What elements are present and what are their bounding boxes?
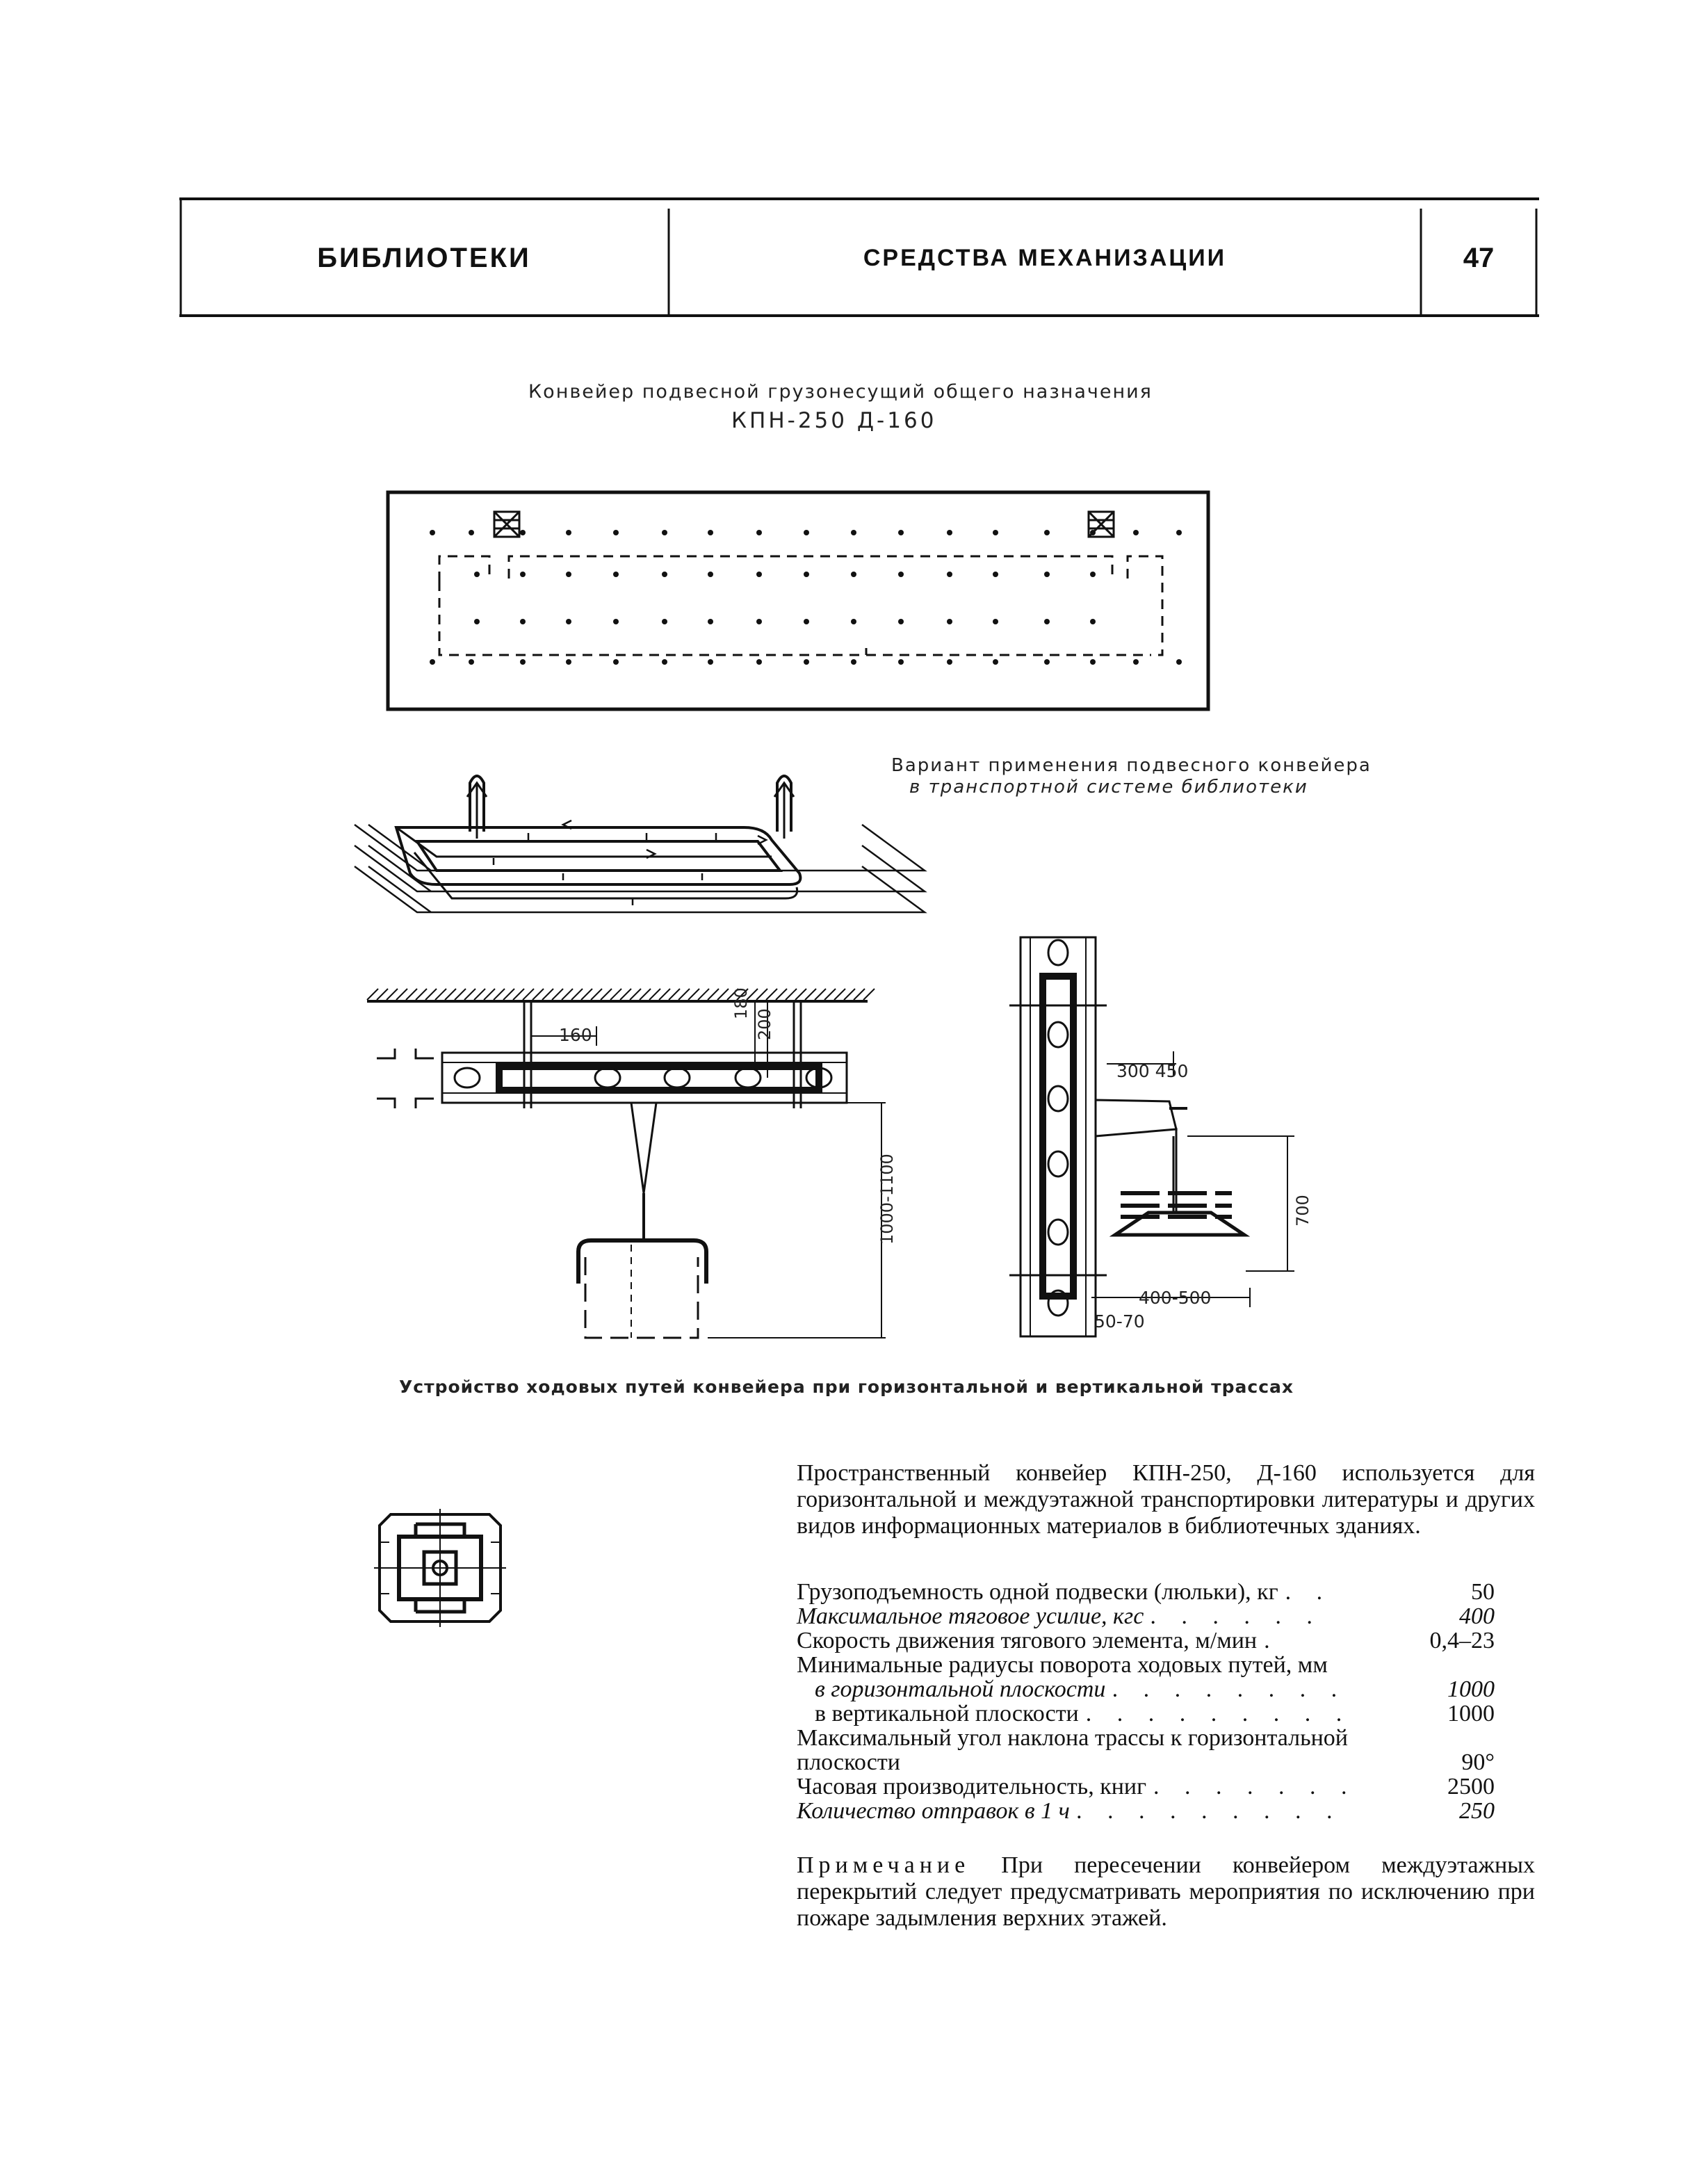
column-dot (1133, 530, 1139, 535)
column-dot (851, 530, 856, 535)
page-header (179, 199, 1539, 317)
column-dot (1176, 659, 1182, 665)
ceiling-hatch (620, 989, 631, 1000)
ceiling-hatch (854, 989, 865, 1000)
ceiling-hatch (571, 989, 583, 1000)
column-dot (851, 659, 856, 665)
ceiling-hatch (464, 989, 475, 1000)
column-dot (947, 659, 952, 665)
column-dot (469, 530, 474, 535)
ceiling-hatch (435, 989, 446, 1000)
spec-row (797, 1653, 1499, 1677)
ceiling-hatch (484, 989, 495, 1000)
ceiling-hatch (455, 989, 466, 1000)
ceiling-hatch (581, 989, 592, 1000)
column-dot (993, 659, 998, 665)
spec-row (797, 1726, 1499, 1774)
column-dot (1090, 572, 1096, 577)
spec-value: 1000 (1447, 1701, 1495, 1726)
column-dot (613, 659, 619, 665)
ceiling-hatch (591, 989, 602, 1000)
spec-label: Минимальные радиусы поворота ходовых путей, мм (797, 1652, 1328, 1678)
ceiling-hatch (669, 989, 680, 1000)
ceiling-hatch (377, 989, 388, 1000)
ceiling-hatch (649, 989, 660, 1000)
column-dot (474, 619, 480, 624)
column-dot (520, 530, 526, 535)
column-dot (566, 530, 571, 535)
column-dot (708, 659, 713, 665)
header-subsection: СРЕДСТВА МЕХАНИЗАЦИИ (863, 244, 1227, 271)
column-dot (898, 619, 904, 624)
tracks-caption: Устройство ходовых путей конвейера при горизонтальной и вертикальной трассах (399, 1377, 1294, 1397)
ceiling-hatch (533, 989, 544, 1000)
column-dot (613, 619, 619, 624)
variant-caption-line1: Вариант применения подвесного конвейера (891, 755, 1372, 776)
column-dot (851, 572, 856, 577)
column-dot (566, 619, 571, 624)
column-dot (520, 572, 526, 577)
column-dot (898, 530, 904, 535)
spec-row: Грузоподъемность одной подвески (люльки), кг . . 50 (797, 1580, 1499, 1604)
column-dot (662, 530, 667, 535)
column-dot (1090, 619, 1096, 624)
ceiling-hatch (708, 989, 719, 1000)
ceiling-hatch (659, 989, 670, 1000)
ceiling-hatch (824, 989, 836, 1000)
spec-label: Количество отправок в 1 ч (797, 1798, 1070, 1824)
dim-300-450: 300 450 (1116, 1061, 1189, 1081)
spec-value: 0,4–23 (1429, 1628, 1495, 1653)
column-dot (662, 572, 667, 577)
ceiling-hatch (795, 989, 806, 1000)
column-dot (1044, 572, 1050, 577)
ceiling-hatch (640, 989, 651, 1000)
column-dot (520, 619, 526, 624)
title-line2: КПН-250 Д-160 (731, 408, 937, 433)
dim-160: 160 (559, 1025, 592, 1045)
ceiling-hatch (406, 989, 417, 1000)
column-dot (708, 530, 713, 535)
spec-label: Скорость движения тягового элемента, м/мин (797, 1628, 1258, 1653)
ceiling-hatch (367, 989, 378, 1000)
column-dot (708, 572, 713, 577)
column-dot (804, 572, 809, 577)
column-dot (662, 659, 667, 665)
ceiling-hatch (717, 989, 729, 1000)
column-dot (898, 659, 904, 665)
ceiling-hatch (387, 989, 398, 1000)
column-dot (1044, 530, 1050, 535)
spec-row: Скорость движения тягового элемента, м/мин . 0,4–23 (797, 1628, 1499, 1653)
column-dot (993, 530, 998, 535)
column-dot (851, 619, 856, 624)
ceiling-hatch (416, 989, 427, 1000)
column-dot (898, 572, 904, 577)
column-dot (1090, 659, 1096, 665)
ceiling-hatch (698, 989, 709, 1000)
spec-row: в вертикальной плоскости . . . . . . . . . 1000 (797, 1701, 1499, 1726)
specs-list (797, 1580, 1499, 1823)
column-dot (708, 619, 713, 624)
column-dot (566, 572, 571, 577)
column-dot (1133, 659, 1139, 665)
column-dot (993, 572, 998, 577)
vertical-track-drawing (1009, 935, 1315, 1338)
column-dot (566, 659, 571, 665)
ceiling-hatch (834, 989, 845, 1000)
ceiling-hatch (445, 989, 456, 1000)
spec-label: Часовая производительность, книг (797, 1774, 1147, 1799)
dim-50-70: 50-70 (1094, 1311, 1145, 1332)
column-dot (756, 530, 762, 535)
ceiling-hatch (678, 989, 690, 1000)
ceiling-hatch (815, 989, 826, 1000)
ceiling-hatch (610, 989, 621, 1000)
column-dot (1044, 659, 1050, 665)
ceiling-hatch (503, 989, 514, 1000)
spec-label: Грузоподъемность одной подвески (люльки), кг (797, 1579, 1278, 1605)
dim-400-500: 400-500 (1139, 1288, 1212, 1308)
column-dot (756, 659, 762, 665)
spec-value: 250 (1459, 1798, 1495, 1824)
column-dot (804, 619, 809, 624)
dim-180: 180 (731, 987, 751, 1019)
column-dot (520, 659, 526, 665)
ceiling-hatch (688, 989, 699, 1000)
ceiling-hatch (756, 989, 767, 1000)
column-dot (613, 530, 619, 535)
note (797, 1852, 1535, 1932)
column-dot (474, 572, 480, 577)
ceiling-hatch (786, 989, 797, 1000)
ceiling-hatch (630, 989, 641, 1000)
spec-row: Часовая производительность, книг . . . . . . . 2500 (797, 1774, 1499, 1799)
dim-700: 700 (1293, 1195, 1312, 1227)
ceiling-hatch (425, 989, 437, 1000)
spec-row: Количество отправок в 1 ч . . . . . . . . . 250 (797, 1799, 1499, 1823)
column-dot (804, 530, 809, 535)
column-dot (947, 572, 952, 577)
note-prefix: Примечание (797, 1852, 970, 1878)
rail-section-drawing (374, 1509, 506, 1627)
variant-caption-line2: в транспортной системе библиотеки (909, 777, 1308, 798)
column-dot (947, 619, 952, 624)
column-dot (756, 572, 762, 577)
spec-value: 50 (1471, 1579, 1495, 1605)
ceiling-hatch (523, 989, 534, 1000)
spec-value: 90° (1461, 1749, 1495, 1775)
ceiling-hatch (601, 989, 612, 1000)
ceiling-hatch (494, 989, 505, 1000)
ceiling-hatch (552, 989, 563, 1000)
ceiling-hatch (805, 989, 816, 1000)
spec-value: 1000 (1447, 1676, 1495, 1702)
column-dot (469, 659, 474, 665)
column-dot (662, 619, 667, 624)
ceiling-hatch (513, 989, 524, 1000)
ceiling-hatch (776, 989, 787, 1000)
header-section: БИБЛИОТЕКИ (317, 242, 531, 273)
horizontal-track-drawing (367, 987, 895, 1349)
dim-1000-1100: 1000-1100 (877, 1154, 897, 1245)
page-number: 47 (1463, 242, 1495, 273)
ceiling-hatch (844, 989, 855, 1000)
ceiling-hatch (863, 989, 875, 1000)
ceiling-hatch (474, 989, 485, 1000)
spec-row: в горизонтальной плоскости . . . . . . . . 1000 (797, 1677, 1499, 1701)
column-dot (1176, 530, 1182, 535)
note-text: При пересечении конвейером междуэтажных перекрытий следует предусматривать мероприятия по исключению при пожаре задымления верхних этажей. (797, 1852, 1535, 1931)
description: Пространственный конвейер КПН-250, Д-160 используется для горизонтальной и междуэтажной транспортировки литературы и других видов информационных материалов в библиотечных зданиях. (797, 1460, 1535, 1539)
spec-label: в горизонтальной плоскости (815, 1676, 1106, 1702)
column-dot (1044, 619, 1050, 624)
dim-200: 200 (755, 1008, 774, 1040)
column-dot (613, 572, 619, 577)
column-dot (993, 619, 998, 624)
title-line1: Конвейер подвесной грузонесущий общего назначения (528, 381, 1153, 403)
spec-row: Максимальное тяговое усилие, кгс . . . . . . 400 (797, 1604, 1499, 1628)
ceiling-hatch (766, 989, 777, 1000)
ceiling-hatch (542, 989, 553, 1000)
ceiling-hatch (396, 989, 407, 1000)
spec-label: Максимальный угол наклона трассы к горизонтальной плоскости (797, 1725, 1348, 1775)
column-dot (430, 530, 435, 535)
ceiling-hatch (562, 989, 573, 1000)
spec-value: 2500 (1447, 1774, 1495, 1799)
column-dot (756, 619, 762, 624)
plan-drawing (387, 491, 1210, 711)
column-dot (947, 530, 952, 535)
column-dot (430, 659, 435, 665)
column-dot (804, 659, 809, 665)
spec-label: в вертикальной плоскости (815, 1701, 1079, 1726)
isometric-drawing (355, 769, 925, 915)
spec-value: 400 (1459, 1603, 1495, 1629)
spec-label: Максимальное тяговое усилие, кгс (797, 1603, 1144, 1629)
